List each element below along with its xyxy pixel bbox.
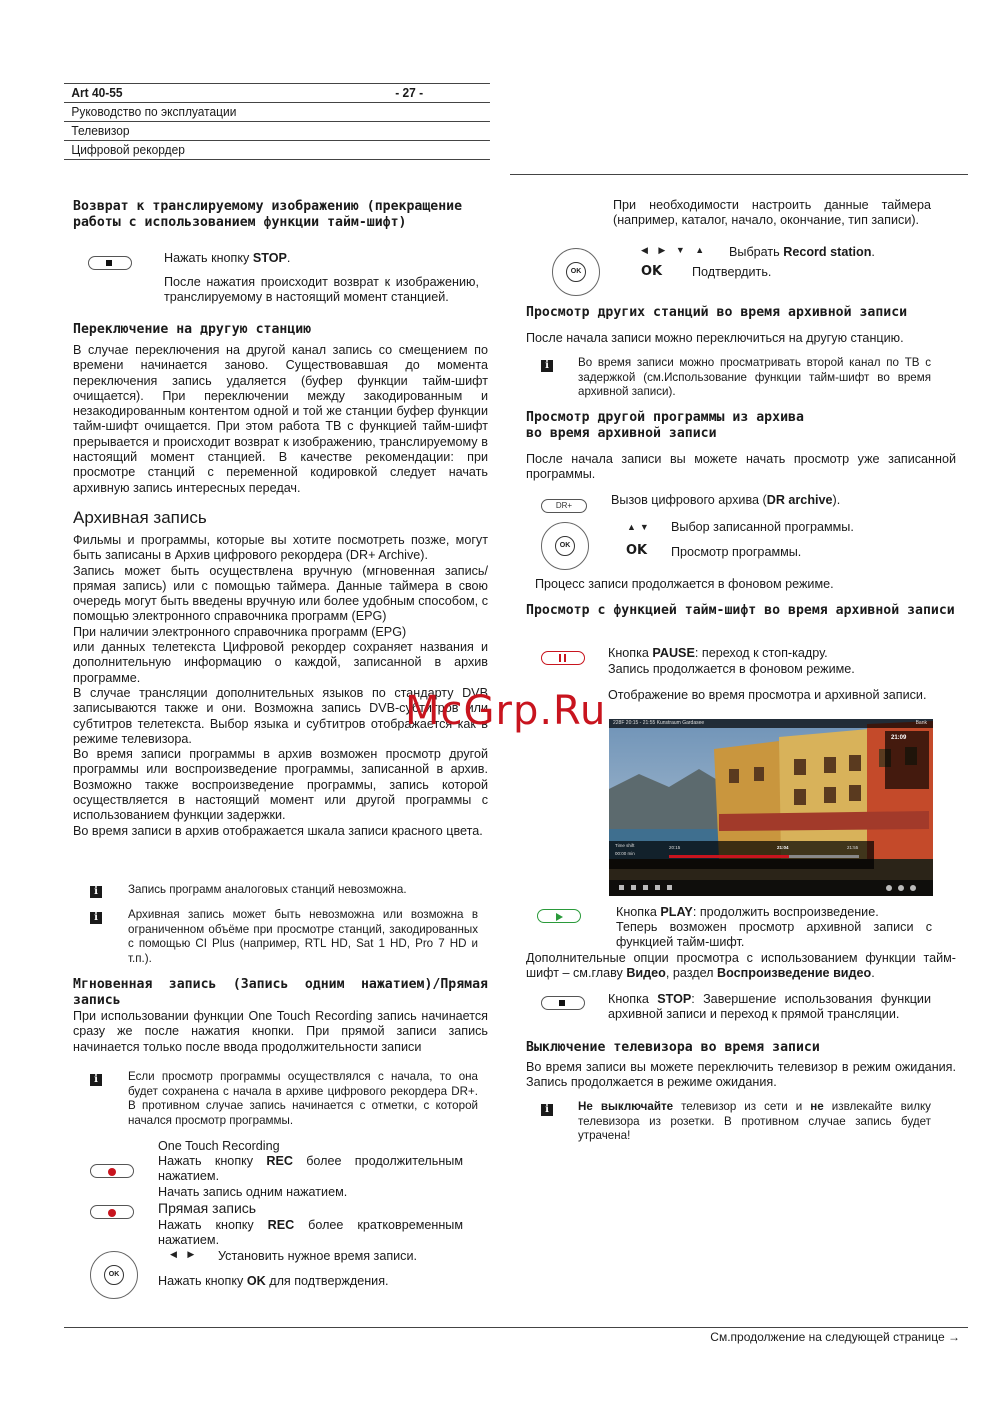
watermark: McGrp.Ru <box>405 688 607 734</box>
header-model-row <box>64 83 490 103</box>
otr-title: One Touch Recording <box>158 1139 280 1153</box>
section-title-other-program: Просмотр другой программы из архива во время архивной записи <box>526 410 804 441</box>
ok-label: OK <box>641 264 663 279</box>
info-icon: i <box>541 360 553 372</box>
section-title-switch: Переключение на другую станцию <box>73 322 312 337</box>
ok-navigation-icon: OK <box>541 522 589 570</box>
info-icon: i <box>90 1074 102 1086</box>
header-line-manual: Руководство по эксплуатации <box>64 103 490 122</box>
timer-text: При необходимости настроить данные таймера (например, каталог, начало, окончание, тип записи). <box>613 198 931 228</box>
otr-text: Начать запись одним нажатием. <box>158 1185 348 1199</box>
view-text: Просмотр программы. <box>671 545 802 559</box>
stop-button-icon <box>541 996 585 1010</box>
header-line-recorder: Цифровой рекордер <box>64 141 490 160</box>
pause-text: Запись продолжается в фоновом режиме. <box>608 662 855 676</box>
display-text: Отображение во время просмотра и архивной записи. <box>608 688 927 702</box>
tv-info-bar: 228F 20:15 - 21:55 Kunstraum Gardasee <box>613 720 705 726</box>
ok-confirm-text: Нажать кнопку OK для подтверждения. <box>158 1274 389 1288</box>
header-table <box>64 83 484 160</box>
arrow-keys-icon: ◀ ▶ ▼ ▲ <box>641 245 709 255</box>
direct-title: Прямая запись <box>158 1200 257 1216</box>
note-analog: Запись программ аналоговых станций невозможна. <box>128 883 407 896</box>
tv-time-end: 21:55 <box>847 845 859 850</box>
note-dr-start: Если просмотр программы осуществлялся с начала, то она будет сохранена с начала в архиве цифрового рекордера DR+. В противном случае запись начинается с отметки, с которой начался просмотр программы. <box>128 1070 478 1127</box>
bottom-divider <box>64 1327 968 1328</box>
instant-text: При использовании функции One Touch Recording запись начинается сразу же после нажатия кнопки. При прямой записи запись начинается только после ввода продолжительности записи <box>73 1009 488 1054</box>
section-title-instant: Мгновенная запись (Запись одним нажатием)/Прямая запись <box>73 977 488 1008</box>
section-title-other-stations: Просмотр других станций во время архивной записи <box>526 305 908 320</box>
tv-corner-label: Bank <box>915 720 927 726</box>
info-icon: i <box>90 886 102 898</box>
note-ci-plus: Архивная запись может быть невозможна или возможна в ограниченном объёме при просмотре станций, закодированных с помощью CI Plus (например, RTL HD, Sat 1 HD, Pro 7 HD и т.п.). <box>128 908 478 965</box>
dr-plus-button-icon: DR+ <box>541 499 587 513</box>
rec-button-icon <box>90 1205 134 1219</box>
set-time-text: Установить нужное время записи. <box>218 1249 418 1263</box>
info-icon: i <box>90 912 102 924</box>
play-button-icon <box>537 909 581 923</box>
rec-button-icon <box>90 1164 134 1178</box>
choose-text: Выбор записанной программы. <box>671 520 854 534</box>
note-power-warning: Не выключайте телевизор из сети и не извлекайте вилку телевизора из розетки. В противном случае запись будет утрачена! <box>578 1100 931 1142</box>
info-icon: i <box>541 1104 553 1116</box>
ok-navigation-icon: OK <box>90 1251 138 1299</box>
confirm-text: Подтвердить. <box>692 265 772 279</box>
other-stations-text: После начала записи можно переключиться на другую станцию. <box>526 331 904 345</box>
options-text: Дополнительные опции просмотра с использованием функции тайм-шифт – см.главу Видео, раздел Воспроизведение видео. <box>526 951 956 981</box>
up-down-arrows-icon: ▲▼ <box>627 522 653 532</box>
other-program-text: После начала записи вы можете начать просмотр уже записанной программы. <box>526 452 956 482</box>
standby-text: Во время записи вы можете переключить телевизор в режим ожидания. Запись продолжается в режиме ожидания. <box>526 1060 956 1090</box>
tv-delay-label: 00:00 min <box>615 851 635 856</box>
tv-time-current: 21:04 <box>777 845 789 850</box>
section-title-archive: Архивная запись <box>73 508 207 527</box>
stop-archive-text: Кнопка STOP: Завершение использования функции архивной записи и переход к прямой трансляции. <box>608 992 931 1022</box>
play-text: Теперь возможен просмотр архивной записи с функцией тайм-шифт. <box>616 920 932 950</box>
tv-time-start: 20:15 <box>669 845 681 850</box>
dr-archive-text: Вызов цифрового архива (DR archive). <box>611 493 841 507</box>
header-line-tv: Телевизор <box>64 122 490 141</box>
switch-text: В случае переключения на другой канал запись со смещением по времени начинается заново. Существовавшая до момента переключения запись удаляется (буфер функции тайм-шифт очищается). При переключении между закодированным и незакодированным контентом одной и той же станции буфер функции тайм-шифт очищается. При этом работа ТВ с функцией тайм-шифт прерывается и происходит возврат к изображению, транслируемому в настоящий момент станцией. В качестве рекомендации: при просмотре станций с переменной кодировкой следует начать архивную запись интересных передач. <box>73 343 488 495</box>
tv-scene-image <box>609 719 933 896</box>
top-divider <box>510 174 968 175</box>
ok-navigation-icon: OK <box>552 248 600 296</box>
stop-instruction: Нажать кнопку STOP. <box>164 251 291 265</box>
archive-text: Фильмы и программы, которые вы хотите посмотреть позже, могут быть записаны в Архив цифрового рекордера (DR+ Archive). Запись может быть осуществлена вручную (мгновенная запись/прямая запись) или с помощью таймера. Данные таймера в свою очередь могут быть введены вручную или более удобным способом, с помощью электронного справочника программ (EPG) При наличии электронного справочника программ (EPG) или данных телетекста Цифровой рекордер сохраняет названия и дополнительную информацию о каждой, записанной в архив программе. В случае трансляции дополнительных языков по стандарту DVB записываются также и они. Возможна запись DVB-субтитров или субтитров телетекста. Выбор языка и субтитров отображается как в режиме телевизора. Во время записи программы в архив возможен просмотр другой программы или воспроизведение программы, записанной в архив. Возможно также воспроизведение программы, запись которой осуществляется в настоящий момент или другой программы с использованием функции задержки. Во время записи в архив отображается шкала записи красного цвета. <box>73 533 488 838</box>
left-right-arrows-icon: ◀ ▶ <box>170 1249 199 1259</box>
model-number: Art 40-55 <box>71 85 123 100</box>
continue-note: См.продолжение на следующей странице → <box>710 1330 960 1344</box>
ok-label: OK <box>626 543 648 558</box>
pause-instruction: Кнопка PAUSE: переход к стоп-кадру. <box>608 646 828 660</box>
page-number: - 27 - <box>395 85 424 100</box>
play-instruction: Кнопка PLAY: продолжить воспроизведение. <box>616 905 879 919</box>
stop-button-icon <box>88 256 132 270</box>
otr-instruction: Нажать кнопку REC более продолжительным нажатием. <box>158 1154 463 1184</box>
stop-result-text: После нажатия происходит возврат к изображению, транслируемому в настоящий момент станцией. <box>164 275 479 305</box>
section-title-return: Возврат к транслируемому изображению (прекращение работы с использованием функции тайм-шифт) <box>73 199 463 230</box>
section-title-standby: Выключение телевизора во время записи <box>526 1040 820 1055</box>
direct-instruction: Нажать кнопку REC более кратковременным нажатием. <box>158 1218 463 1248</box>
background-text: Процесс записи продолжается в фоновом режиме. <box>535 577 834 591</box>
select-record-station: Выбрать Record station. <box>729 245 875 259</box>
pause-button-icon <box>541 651 585 665</box>
note-second-channel: Во время записи можно просматривать второй канал по ТВ с задержкой (см.Использование функции тайм-шифт во время архивной записи). <box>578 356 931 398</box>
section-title-timeshift: Просмотр с функцией тайм-шифт во время архивной записи <box>526 603 955 618</box>
tv-screenshot <box>609 719 933 896</box>
tv-timeshift-label: Time shift <box>615 843 635 848</box>
tv-clock: 21:09 <box>891 735 907 741</box>
